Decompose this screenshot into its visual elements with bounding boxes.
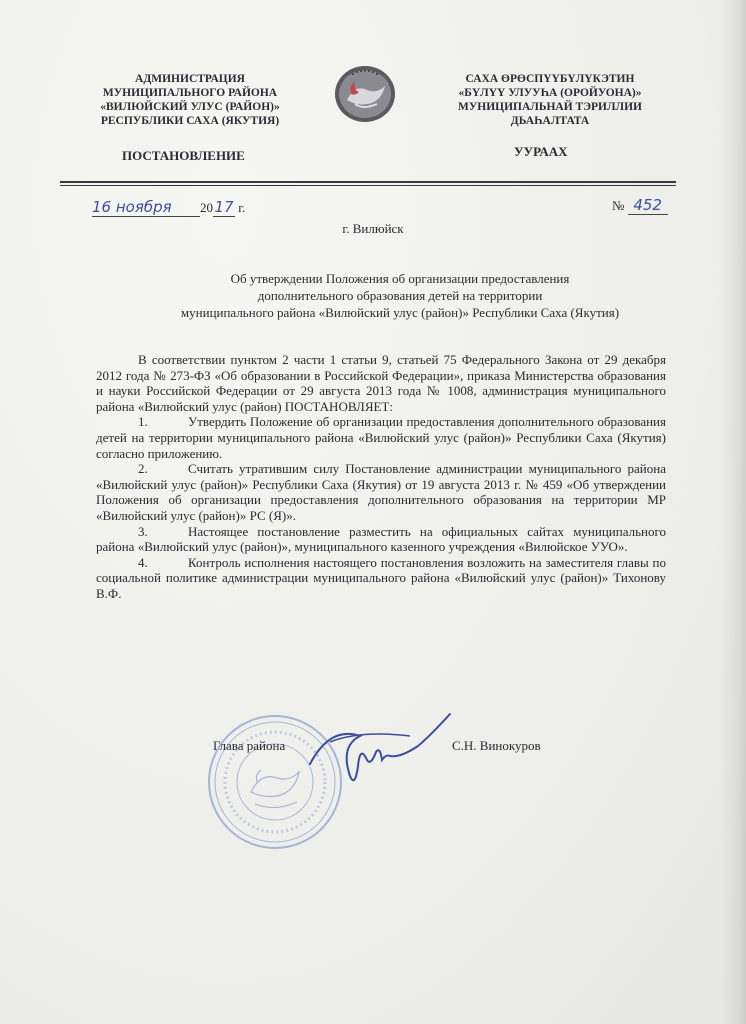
date-year-suffix: 17: [214, 198, 234, 216]
header-right-line: МУНИЦИПАЛЬНАЙ ТЭРИЛЛИИ: [457, 101, 643, 113]
item-text: Утвердить Положение об организации предоставления дополнительного образования детей на территории муниципального района «Вилюйский улус (район)» Республики Саха (Якутия) согласно приложению.: [96, 414, 666, 461]
header-left-line: «ВИЛЮЙСКИЙ УЛУС (РАЙОН)»: [100, 101, 280, 113]
title-line: муниципального района «Вилюйский улус (район)» Республики Саха (Якутия): [180, 305, 620, 320]
body-preamble: В соответствии пунктом 2 части 1 статьи 9, статьей 75 Федерального Закона от 29 декабря 2012 года № 273-ФЗ «Об образовании в Российской Федерации», приказа Министерства образования и науки Российской Федерации от 29 августа 2013 года № 1008, администрация муниципального района «Вилюйский улус (район) ПОСТАНОВЛЯЕТ:: [96, 352, 666, 414]
document-title: [100, 270, 700, 321]
header-left-block: [80, 72, 300, 128]
item-text: Считать утратившим силу Постановление администрации муниципального района «Вилюйский улус (район)» Республики Саха (Якутия) от 19 августа 2013 г. № 459 «Об утверждении Положения об организации предоставления дополнительного образования на территории МР «Вилюйский улус (район)» РС (Я)».: [96, 461, 666, 523]
header-divider-thin: [60, 185, 676, 186]
header-right-block: [430, 72, 670, 128]
emblem-icon: [333, 64, 397, 124]
item-number: 1.: [138, 414, 148, 430]
date-year-prefix: 20: [200, 200, 213, 215]
header-right-line: САХА ӨРӨСПҮҮБҮЛҮКЭТИН: [465, 73, 635, 85]
header-right-line: ДЬАҺАЛТАТА: [510, 115, 590, 127]
page-shadow-edge: [720, 0, 746, 1024]
header-left-line: РЕСПУБЛИКИ САХА (ЯКУТИЯ): [100, 115, 280, 127]
document-date: [92, 198, 245, 217]
body-item: [96, 461, 666, 523]
signatory-name: С.Н. Винокуров: [452, 738, 541, 753]
header-right-line: «БҮЛҮҮ УЛУУҺА (ОРОЙУОНА)»: [458, 87, 642, 99]
doc-type-left: ПОСТАНОВЛЕНИЕ: [122, 148, 245, 163]
header-left-line: МУНИЦИПАЛЬНОГО РАЙОНА: [102, 87, 278, 99]
item-number: 4.: [138, 554, 148, 570]
signatory-position: Глава района: [213, 738, 286, 753]
doc-type-right: УУРААХ: [514, 144, 568, 159]
number-label: №: [612, 198, 625, 213]
document-body: [96, 352, 666, 602]
title-line: Об утверждении Положения об организации предоставления: [230, 271, 570, 286]
body-item: [96, 414, 666, 461]
date-day-month: 16 ноября: [92, 198, 200, 217]
body-item: [96, 524, 666, 555]
handwritten-signature: [300, 706, 460, 796]
city-line: г. Вилюйск: [342, 221, 404, 236]
date-year-unit: г.: [238, 200, 246, 215]
item-number: 3.: [138, 523, 148, 539]
body-item: [96, 555, 666, 602]
title-line: дополнительного образования детей на территории: [257, 288, 543, 303]
item-text: Настоящее постановление разместить на официальных сайтах муниципального района «Вилюйский улус (район)», муниципального казенного учреждения «Вилюйское УУО».: [96, 523, 666, 555]
document-number: [612, 196, 668, 215]
item-number: 2.: [138, 461, 148, 477]
header-left-line: АДМИНИСТРАЦИЯ: [135, 73, 245, 85]
header-divider-thick: [60, 181, 676, 183]
number-value: 452: [628, 196, 668, 215]
item-text: Контроль исполнения настоящего постановления возложить на заместителя главы по социальной политике администрации муниципального района «Вилюйский улус (район)» Тихонову В.Ф.: [96, 554, 666, 601]
